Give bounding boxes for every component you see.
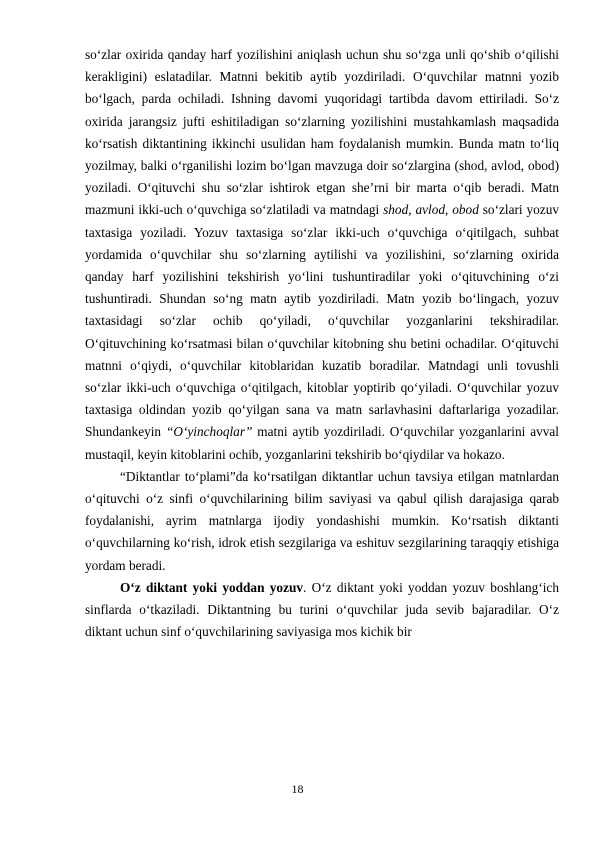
document-body <box>85 44 559 643</box>
text-run: “Diktantlar to‘plami”da ko‘rsatilgan diktantlar uchun tavsiya etilgan matnlardan o‘qituvchi o‘z sinfi o‘quvchilarining bilim saviyasi va qabul qilish darajasiga qarab foydalanishi, ayrim matnlarga ijodiy yondashishi mumkin. Ko‘rsatish diktanti o‘quvchilarning ko‘rish, idrok etish sezgilariga va eshituv sezgilarining taraqqiy etishiga yordam beradi. <box>85 468 559 573</box>
paragraph-p1 <box>85 44 559 466</box>
page-number: 18 <box>291 782 304 796</box>
text-run: so‘zlari yozuv taxtasiga yoziladi. Yozuv taxtasiga so‘zlar ikki-uch o‘quvchiga o‘qitilgach, suhbat yordamida o‘quvchilar shu so‘zlarning aytilishi va yozilishini, so‘zlarning oxirida qanday harf yozilishini tekshirish yo‘lini tushuntiradilar yoki o‘qituvchining o‘zi tushuntiradi. Shundan so‘ng matn aytib yozdiriladi. Matn yozib bo‘lingach, yozuv taxtasidagi so‘zlar ochib qo‘yiladi, o‘quvchilar yozganlarini tekshiradilar. O‘qituvchining ko‘rsatmasi bilan o‘quvchilar kitobning shu betini ochadilar. O‘qituvchi matnni o‘qiydi, o‘quvchilar kitoblaridan kuzatib boradilar. Matndagi unli tovushli so‘zlar ikki-uch o‘quvchiga o‘qitilgach, kitoblar yoptirib qo‘yiladi. O‘quvchilar yozuv taxtasiga oldindan yozib qo‘yilgan sana va matn sarlavhasini daftarlariga yozadilar. Shundankeyin <box>85 202 560 440</box>
paragraph-p3 <box>85 577 559 644</box>
text-run: , <box>445 202 453 218</box>
bold-text-run: O‘z diktant yoki yoddan yozuv <box>120 579 304 595</box>
italic-text-run: obod <box>452 202 479 218</box>
italic-text-run: shod <box>383 202 409 218</box>
text-run: so‘zlar oxirida qanday harf yozilishini aniqlash uchun shu so‘zga unli qo‘shib o‘qilishi kerakligini) eslatadilar. Matnni bekitib aytib yozdiriladi. O‘quvchilar matnni yozib bo‘lgach, parda ochiladi. Ishning davomi yuqoridagi tartibda davom ettiriladi. So‘z oxirida jarangsiz jufti eshitiladigan so‘zlarning yozilishini mustahkamlash maqsadida ko‘rsatish diktantining ikkinchi usulidan ham foydalanish mumkin. Bunda matn to‘liq yozilmay, balki o‘rganilishi lozim bo‘lgan mavzuga doir so‘zlargina (shod, avlod, obod) yoziladi. O‘qituvchi shu so‘zlar ishtirok etgan she’rni bir marta o‘qib beradi. Matn mazmuni ikki-uch o‘quvchiga so‘zlatiladi va matndagi <box>85 47 559 218</box>
text-run: , <box>408 202 416 218</box>
text-run: matni aytib yozdiriladi. O‘quvchilar yozganlarini avval mustaqil, keyin kitoblarini ochib, yozganlarini tekshirib bo‘qiydilar va hokazo. <box>85 424 559 462</box>
text-run: . O‘z diktant yoki yoddan yozuv boshlang‘ich sinflarda o‘tkaziladi. Diktantning bu turini o‘quvchilar juda sevib bajaradilar. O‘z diktant uchun sinf o‘quvchilarining saviyasiga mos kichik bir <box>85 579 559 640</box>
italic-text-run: avlod <box>415 202 446 218</box>
italic-text-run: “O‘yinchoqlar” <box>165 424 253 440</box>
paragraph-p2 <box>85 466 559 577</box>
